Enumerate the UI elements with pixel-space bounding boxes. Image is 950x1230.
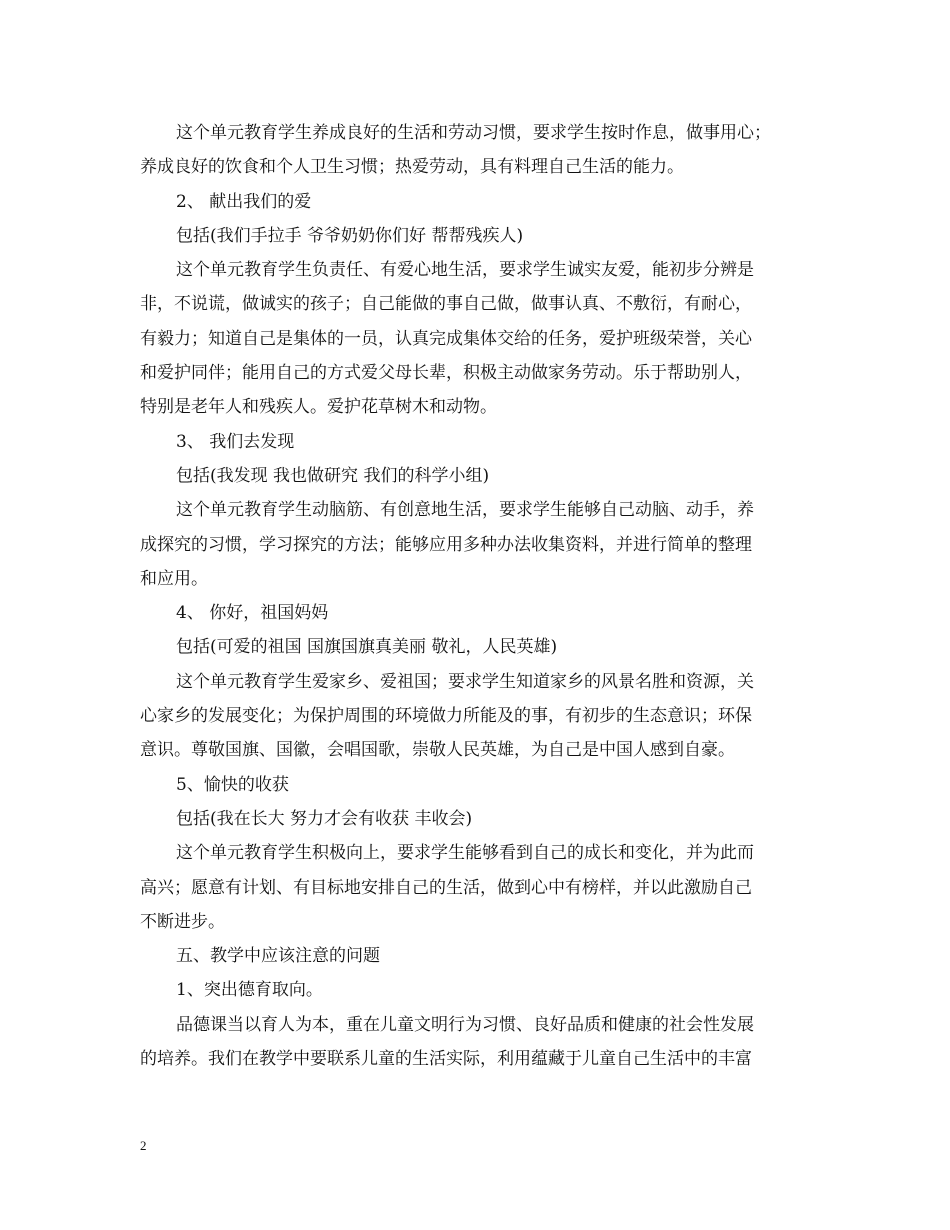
paragraph-line: 成探究的习惯，学习探究的方法；能够应用多种办法收集资料，并进行简单的整理 [140,534,752,555]
chapter-heading: 五、教学中应该注意的问题 [176,946,380,967]
section-includes: 包括(可爱的祖国 国旗国旗真美丽 敬礼，人民英雄) [176,637,558,658]
paragraph-line: 这个单元教育学生养成良好的生活和劳动习惯，要求学生按时作息，做事用心； [176,123,771,143]
subsection-heading: 1、突出德育取向。 [176,980,323,1001]
paragraph-line: 和爱护同伴；能用自己的方式爱父母长辈，积极主动做家务劳动。乐于帮助别人， [140,363,752,384]
paragraph-line: 非，不说谎，做诚实的孩子；自己能做的事自己做，做事认真、不敷衍，有耐心， [140,294,752,315]
paragraph-line: 这个单元教育学生积极向上，要求学生能够看到自己的成长和变化，并为此而 [176,843,754,864]
section-includes: 包括(我们手拉手 爷爷奶奶你们好 帮帮残疾人) [176,225,524,246]
section-heading: 5、愉快的收获 [176,774,289,795]
document-body [140,116,812,1076]
paragraph-line: 不断进步。 [140,911,225,932]
paragraph-line: 心家乡的发展变化；为保护周围的环境做力所能及的事，有初步的生态意识；环保 [140,706,752,727]
paragraph-line: 和应用。 [140,568,208,589]
paragraph-line: 品德课当以育人为本，重在儿童文明行为习惯、良好品质和健康的社会性发展 [176,1014,754,1035]
paragraph-line: 有毅力；知道自己是集体的一员，认真完成集体交给的任务，爱护班级荣誉，关心 [140,328,752,349]
paragraph-line: 养成良好的饮食和个人卫生习惯；热爱劳动，具有料理自己生活的能力。 [140,157,684,178]
paragraph-line: 这个单元教育学生动脑筋、有创意地生活，要求学生能够自己动脑、动手，养 [176,500,754,521]
paragraph-line: 的培养。我们在教学中要联系儿童的生活实际，利用蕴藏于儿童自己生活中的丰富 [140,1049,752,1070]
section-includes: 包括(我在长大 努力才会有收获 丰收会) [176,808,473,829]
paragraph-line: 特别是老年人和残疾人。爱护花草树木和动物。 [140,397,497,418]
section-heading: 4、 你好，祖国妈妈 [176,603,329,624]
page-number: 2 [140,1138,147,1153]
section-heading: 3、 我们去发现 [176,431,295,452]
section-includes: 包括(我发现 我也做研究 我们的科学小组) [176,465,490,486]
paragraph-line: 这个单元教育学生负责任、有爱心地生活，要求学生诚实友爱，能初步分辨是 [176,260,754,281]
paragraph-line: 这个单元教育学生爱家乡、爱祖国；要求学生知道家乡的风景名胜和资源，关 [176,671,754,692]
paragraph-line: 高兴；愿意有计划、有目标地安排自己的生活，做到心中有榜样，并以此激励自己 [140,877,752,898]
section-heading: 2、 献出我们的爱 [176,191,312,212]
paragraph-line: 意识。尊敬国旗、国徽，会唱国歌，崇敬人民英雄，为自己是中国人感到自豪。 [140,740,735,761]
